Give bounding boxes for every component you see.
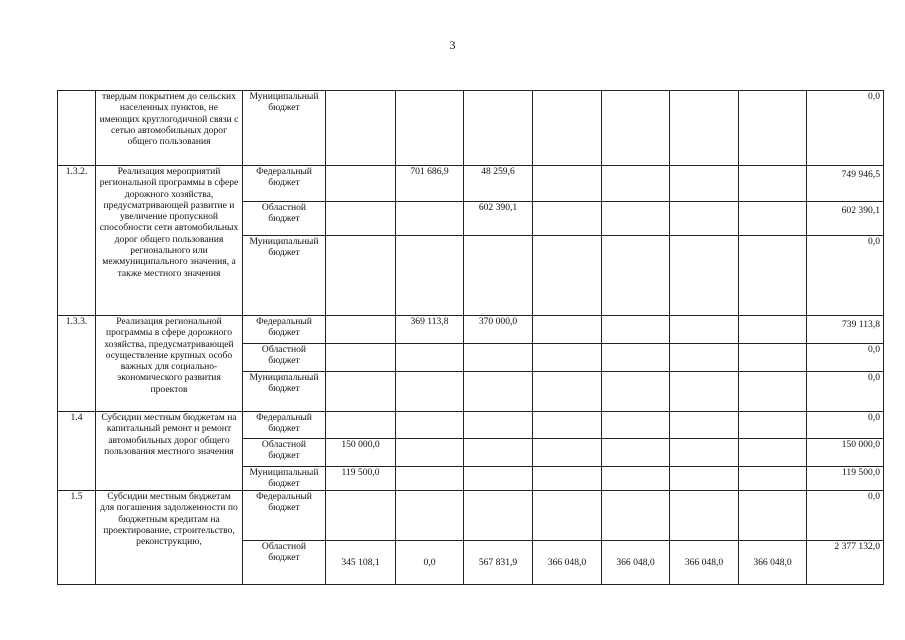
year-value-cell [326, 372, 396, 412]
year-value-cell [602, 439, 670, 467]
year-value-cell [464, 412, 533, 439]
item-description: твердым покрытием до сельских населенных пунктов, не имеющих круглогодичной связи с сетью автомобильных дорог общего пользования [96, 91, 243, 166]
year-value-cell [602, 467, 670, 491]
year-value-cell [739, 236, 807, 316]
year-value-cell [739, 166, 807, 202]
year-value-cell [396, 467, 464, 491]
total-cell: 0,0 [807, 91, 884, 166]
funding-source: Муниципальный бюджет [243, 91, 326, 166]
year-value-cell [739, 91, 807, 166]
year-value-cell [670, 236, 739, 316]
item-number: 1.4 [58, 412, 96, 491]
year-value-cell [326, 316, 396, 344]
year-value-cell [396, 202, 464, 236]
year-value-cell [670, 491, 739, 541]
year-value-cell [464, 491, 533, 541]
year-value-cell [326, 166, 396, 202]
year-value-cell [602, 202, 670, 236]
total-cell: 2 377 132,0 [807, 541, 884, 585]
year-value-cell [396, 236, 464, 316]
table-row [58, 91, 884, 166]
year-value-cell [602, 412, 670, 439]
funding-source: Федеральный бюджет [243, 412, 326, 439]
year-value-cell [533, 344, 602, 372]
total-cell: 119 500,0 [807, 467, 884, 491]
year-value-cell [326, 491, 396, 541]
item-number: 1.3.2. [58, 166, 96, 316]
funding-source: Федеральный бюджет [243, 491, 326, 541]
item-description: Реализация мероприятий региональной программы в сфере дорожного хозяйства, предусматривающей развитие и увеличение пропускной способности сети автомобильных дорог общего пользования регионального или межмуниципального значения, а также местного значения [96, 166, 243, 316]
funding-source: Областной бюджет [243, 541, 326, 585]
year-value-cell [739, 491, 807, 541]
year-value-cell: 119 500,0 [326, 467, 396, 491]
item-description: Субсидии местным бюджетам на капитальный ремонт и ремонт автомобильных дорог общего пользования местного значения [96, 412, 243, 491]
year-value-cell [464, 467, 533, 491]
year-value-cell [464, 91, 533, 166]
item-number: 1.5 [58, 491, 96, 585]
item-description: Субсидии местным бюджетам для погашения задолженности по бюджетным кредитам на проектирование, строительство, реконструкцию, [96, 491, 243, 585]
year-value-cell [602, 372, 670, 412]
year-value-cell [533, 166, 602, 202]
total-cell: 150 000,0 [807, 439, 884, 467]
year-value-cell [670, 316, 739, 344]
table-row [58, 491, 884, 541]
funding-source: Федеральный бюджет [243, 166, 326, 202]
funding-source: Муниципальный бюджет [243, 236, 326, 316]
year-value-cell [396, 91, 464, 166]
year-value-cell [670, 166, 739, 202]
total-cell: 0,0 [807, 412, 884, 439]
budget-table [57, 90, 884, 585]
funding-source: Областной бюджет [243, 202, 326, 236]
total-cell: 749 946,5 [807, 166, 884, 202]
funding-source: Областной бюджет [243, 344, 326, 372]
year-value-cell [602, 491, 670, 541]
year-value-cell [533, 491, 602, 541]
page-number: 3 [449, 38, 456, 52]
year-value-cell: 366 048,0 [739, 541, 807, 585]
year-value-cell [670, 439, 739, 467]
year-value-cell [533, 372, 602, 412]
funding-source: Федеральный бюджет [243, 316, 326, 344]
table-row [58, 412, 884, 439]
year-value-cell [670, 91, 739, 166]
year-value-cell [533, 91, 602, 166]
table-row [58, 166, 884, 202]
year-value-cell [326, 412, 396, 439]
year-value-cell: 345 108,1 [326, 541, 396, 585]
year-value-cell [739, 316, 807, 344]
year-value-cell [602, 344, 670, 372]
item-number: 1.3.3. [58, 316, 96, 412]
year-value-cell: 0,0 [396, 541, 464, 585]
year-value-cell [533, 467, 602, 491]
year-value-cell [602, 236, 670, 316]
year-value-cell: 567 831,9 [464, 541, 533, 585]
year-value-cell [533, 316, 602, 344]
year-value-cell [739, 202, 807, 236]
total-cell: 0,0 [807, 372, 884, 412]
total-cell: 739 113,8 [807, 316, 884, 344]
year-value-cell [670, 467, 739, 491]
year-value-cell [533, 202, 602, 236]
year-value-cell [396, 372, 464, 412]
year-value-cell: 701 686,9 [396, 166, 464, 202]
total-cell: 602 390,1 [807, 202, 884, 236]
year-value-cell [670, 202, 739, 236]
year-value-cell [739, 439, 807, 467]
year-value-cell [464, 372, 533, 412]
year-value-cell [396, 439, 464, 467]
year-value-cell [739, 372, 807, 412]
year-value-cell [396, 344, 464, 372]
year-value-cell [670, 412, 739, 439]
year-value-cell [670, 372, 739, 412]
year-value-cell [533, 236, 602, 316]
year-value-cell: 370 000,0 [464, 316, 533, 344]
total-cell: 0,0 [807, 236, 884, 316]
year-value-cell: 602 390,1 [464, 202, 533, 236]
year-value-cell [464, 344, 533, 372]
year-value-cell [326, 236, 396, 316]
year-value-cell [396, 412, 464, 439]
year-value-cell [533, 439, 602, 467]
year-value-cell [602, 316, 670, 344]
year-value-cell [602, 91, 670, 166]
item-description: Реализация региональной программы в сфере дорожного хозяйства, предусматривающей осуществление крупных особо важных для социально-экономического развития проектов [96, 316, 243, 412]
year-value-cell: 48 259,6 [464, 166, 533, 202]
year-value-cell: 366 048,0 [670, 541, 739, 585]
table-row [58, 316, 884, 344]
year-value-cell [326, 91, 396, 166]
funding-source: Муниципальный бюджет [243, 467, 326, 491]
year-value-cell [739, 467, 807, 491]
year-value-cell: 369 113,8 [396, 316, 464, 344]
funding-source: Муниципальный бюджет [243, 372, 326, 412]
year-value-cell: 366 048,0 [602, 541, 670, 585]
total-cell: 0,0 [807, 491, 884, 541]
year-value-cell: 150 000,0 [326, 439, 396, 467]
year-value-cell: 366 048,0 [533, 541, 602, 585]
year-value-cell [739, 412, 807, 439]
year-value-cell [533, 412, 602, 439]
year-value-cell [739, 344, 807, 372]
funding-source: Областной бюджет [243, 439, 326, 467]
year-value-cell [326, 202, 396, 236]
year-value-cell [464, 439, 533, 467]
year-value-cell [602, 166, 670, 202]
year-value-cell [326, 344, 396, 372]
year-value-cell [464, 236, 533, 316]
year-value-cell [670, 344, 739, 372]
year-value-cell [396, 491, 464, 541]
total-cell: 0,0 [807, 344, 884, 372]
item-number [58, 91, 96, 166]
